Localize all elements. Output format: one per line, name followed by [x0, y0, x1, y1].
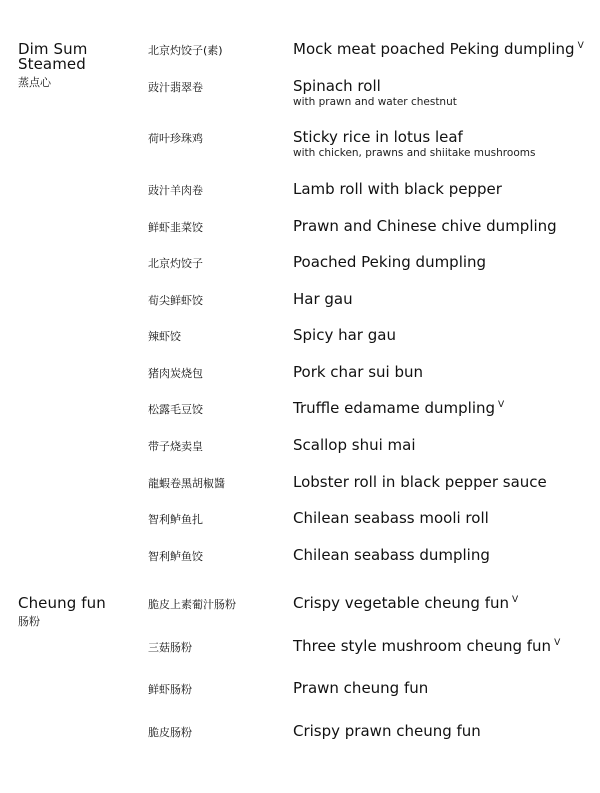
menu-item-name: Spinach roll — [293, 77, 381, 95]
menu-item-cn: 龍蝦卷黑胡椒醬 — [148, 477, 225, 490]
menu-item — [293, 129, 593, 159]
menu-item-name: Lamb roll with black pepper — [293, 180, 502, 198]
menu-item — [293, 595, 593, 612]
menu-item-name: Spicy har gau — [293, 326, 396, 344]
menu-item — [293, 400, 593, 417]
menu-item-name: Har gau — [293, 290, 353, 308]
menu-item-cn: 智利鲈鱼扎 — [148, 513, 203, 526]
menu-item-cn: 脆皮上素葡汁肠粉 — [148, 598, 236, 611]
menu-item-cn: 猪肉炭烧包 — [148, 367, 203, 380]
menu-item-cn: 脆皮肠粉 — [148, 726, 192, 739]
menu-item-cn: 豉汁羊肉卷 — [148, 184, 203, 197]
menu-item-name: Chilean seabass dumpling — [293, 546, 490, 564]
menu-item-name: Crispy vegetable cheung fun — [293, 594, 509, 612]
menu-item-cn: 辣虾饺 — [148, 330, 181, 343]
section-header-dim-sum — [18, 42, 128, 89]
menu-item-cn: 带子烧卖皇 — [148, 440, 203, 453]
menu-item — [293, 78, 593, 108]
menu-item — [293, 218, 593, 235]
menu-item — [293, 327, 593, 344]
menu-item-name: Pork char sui bun — [293, 363, 423, 381]
menu-item-name: Mock meat poached Peking dumpling — [293, 40, 575, 58]
menu-item-name: Sticky rice in lotus leaf — [293, 128, 463, 146]
menu-item — [293, 437, 593, 454]
menu-item-cn: 荀尖鲜虾饺 — [148, 294, 203, 307]
menu-item-name: Poached Peking dumpling — [293, 253, 487, 271]
menu-item — [293, 547, 593, 564]
menu-item — [293, 181, 593, 198]
menu-item-cn: 豉汁翡翠卷 — [148, 81, 203, 94]
vegetarian-marker: V — [554, 638, 561, 648]
menu-item-name: Chilean seabass mooli roll — [293, 509, 489, 527]
menu-item-cn: 智利鲈鱼饺 — [148, 550, 203, 563]
menu-item-name: Scallop shui mai — [293, 436, 416, 454]
menu-item-name: Three style mushroom cheung fun — [293, 637, 552, 655]
section-title: Cheung fun — [18, 594, 106, 612]
menu-item-name: Crispy prawn cheung fun — [293, 722, 481, 740]
section-title: Dim Sum Steamed — [18, 40, 88, 73]
menu-item-description: with chicken, prawns and shiitake mushrooms — [293, 147, 536, 159]
menu-item-cn: 北京灼饺子 — [148, 257, 203, 270]
menu-item-name: Prawn and Chinese chive dumpling — [293, 217, 557, 235]
menu-item — [293, 41, 593, 58]
menu-item — [293, 291, 593, 308]
menu-item-name: Prawn cheung fun — [293, 679, 429, 697]
menu-item — [293, 510, 593, 527]
menu-item-description: with prawn and water chestnut — [293, 96, 457, 108]
menu-item — [293, 723, 593, 740]
menu-item-name: Truffle edamame dumpling — [293, 399, 496, 417]
menu-item — [293, 638, 593, 655]
menu-item-cn: 鲜虾肠粉 — [148, 683, 192, 696]
menu-item — [293, 364, 593, 381]
vegetarian-marker: V — [511, 595, 519, 605]
menu-item-name: Lobster roll in black pepper sauce — [293, 473, 547, 491]
section-header-cheung-fun — [18, 596, 128, 628]
section-title-cn: 蒸点心 — [18, 76, 51, 89]
menu-item — [293, 474, 593, 491]
menu-item-cn: 松露毛豆饺 — [148, 403, 203, 416]
section-title-cn: 肠粉 — [18, 615, 40, 628]
menu-item-cn: 荷叶珍珠鸡 — [148, 132, 203, 145]
menu-item-cn: 北京灼饺子(素) — [148, 44, 223, 57]
vegetarian-marker: V — [498, 400, 505, 410]
menu-item — [293, 680, 593, 697]
menu-item — [293, 254, 593, 271]
menu-item-cn: 三菇肠粉 — [148, 641, 192, 654]
menu-item-cn: 鲜虾韭菜饺 — [148, 221, 203, 234]
vegetarian-marker: V — [577, 41, 584, 51]
